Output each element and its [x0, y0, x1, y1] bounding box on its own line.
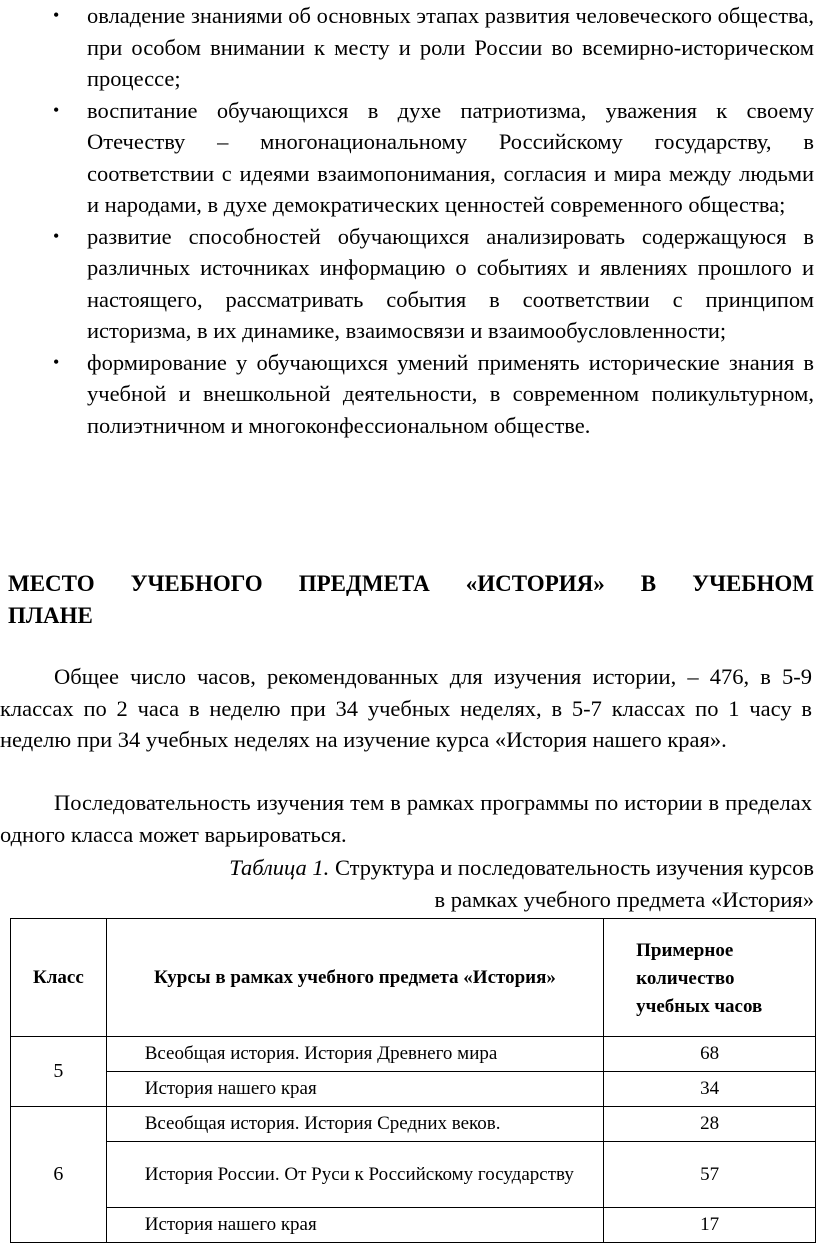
class-cell: 6	[11, 1107, 107, 1243]
header-hours: Примерное количество учебных часов	[604, 919, 816, 1037]
bullet-icon: •	[53, 351, 60, 372]
list-item: • формирование у обучающихся умений применять исторические знания в учебной и внешкольной деятельности, в современном поликультурном, полиэтничном и многоконфессиональном обществе.	[8, 347, 814, 442]
course-cell: Всеобщая история. История Древнего мира	[106, 1037, 603, 1072]
course-cell: История нашего края	[106, 1072, 603, 1107]
bullet-icon: •	[53, 5, 60, 25]
course-cell: История России. От Руси к Российскому государству	[106, 1142, 603, 1208]
hours-cell: 28	[604, 1107, 816, 1142]
header-course: Курсы в рамках учебного предмета «История»	[106, 919, 603, 1037]
objectives-list	[8, 0, 814, 441]
courses-table	[10, 918, 816, 1243]
table-row	[11, 1208, 816, 1243]
table-row	[11, 1142, 816, 1208]
list-item: • овладение знаниями об основных этапах развития человеческого общества, при особом внимании к месту и роли России во всемирно-историческом процессе;	[8, 0, 814, 95]
hours-cell: 17	[604, 1208, 816, 1243]
course-cell: История нашего края	[106, 1208, 603, 1243]
hours-cell: 34	[604, 1072, 816, 1107]
paragraph-hours: Общее число часов, рекомендованных для изучения истории, – 476, в 5-9 классах по 2 часа в неделю при 34 учебных неделях, в 5-7 классах по 1 часу в неделю при 34 учебных неделях на изучение курса «История нашего края».	[0, 664, 812, 752]
list-item: • воспитание обучающихся в духе патриотизма, уважения к своему Отечеству – многонациональному Российскому государству, в соответствии с идеями взаимопонимания, согласия и мира между людьми и народами, в духе демократических ценностей современного общества;	[8, 95, 814, 221]
table-caption: Таблица 1. Структура и последовательность изучения курсов	[229, 855, 814, 880]
bullet-icon: •	[53, 225, 60, 246]
list-item: • развитие способностей обучающихся анализировать содержащуюся в различных источниках информацию о событиях и явлениях прошлого и настоящего, рассматривать события в соответствии с принципом историзма, в их динамике, взаимосвязи и взаимообусловленности;	[8, 221, 814, 347]
hours-cell: 68	[604, 1037, 816, 1072]
table-header-row	[11, 919, 816, 1037]
table-caption-label: Таблица 1.	[229, 855, 330, 880]
class-cell: 5	[11, 1037, 107, 1107]
section-heading-line: ПЛАНЕ	[8, 603, 93, 628]
course-cell: Всеобщая история. История Средних веков.	[106, 1107, 603, 1142]
header-class: Класс	[11, 919, 107, 1037]
table-caption-line2: в рамках учебного предмета «История»	[434, 887, 814, 912]
section-heading-line: МЕСТО УЧЕБНОГО ПРЕДМЕТА «ИСТОРИЯ» В УЧЕБНОМ	[8, 571, 814, 596]
section-heading	[8, 568, 814, 632]
table-row	[11, 1107, 816, 1142]
bullet-icon: •	[53, 99, 60, 120]
hours-cell: 57	[604, 1142, 816, 1208]
table-row	[11, 1037, 816, 1072]
table-row	[11, 1072, 816, 1107]
paragraph-sequence: Последовательность изучения тем в рамках программы по истории в пределах одного класса может варьироваться.	[0, 790, 812, 847]
